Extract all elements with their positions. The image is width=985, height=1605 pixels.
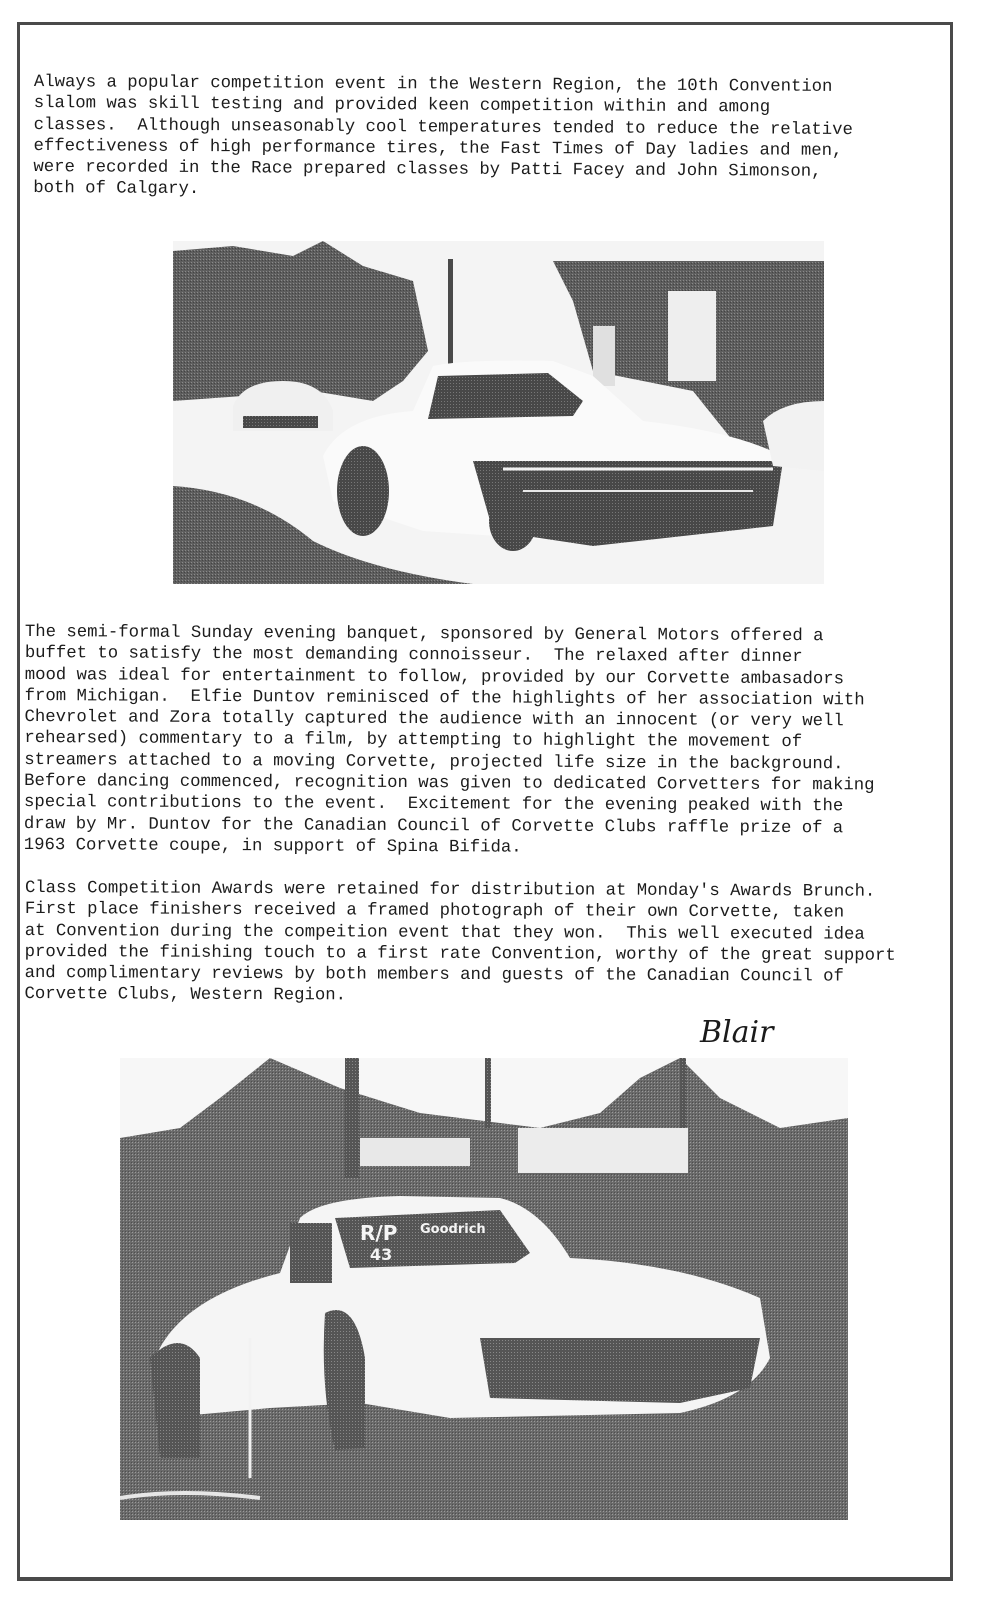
paragraph-banquet — [24, 622, 876, 861]
text-line: Chevrolet and Zora totally captured the audience with an innocent (or very well — [24, 708, 844, 732]
text-line: were recorded in the Race prepared classes by Patti Facey and John Simonson, — [33, 158, 822, 183]
text-line: buffet to satisfy the most demanding connoisseur. The relaxed after dinner — [24, 644, 803, 668]
text-line: 1963 Corvette coupe, in support of Spina Bifida. — [23, 835, 522, 858]
text-line: streamers attached to a moving Corvette, projected life size in the background. — [24, 750, 844, 775]
signature — [698, 1008, 790, 1054]
corvette-slalom-photo — [173, 241, 824, 584]
paragraph-awards — [24, 878, 896, 1010]
text-line: draw by Mr. Duntov for the Canadian Council of Corvette Clubs raffle prize of a — [23, 814, 844, 838]
text-line: from Michigan. Elfie Duntov reminisced of the highlights of her association with — [24, 686, 865, 711]
signature-text: Blair — [700, 1015, 774, 1050]
text-line: The semi-formal Sunday evening banquet, sponsored by General Motors offered a — [24, 623, 824, 647]
text-line: rehearsed) commentary to a film, by attempting to highlight the movement of — [24, 729, 803, 753]
photo-top-illustration — [173, 241, 824, 584]
text-line: Corvette Clubs, Western Region. — [24, 985, 347, 1006]
text-line: mood was ideal for entertainment to follow, provided by our Corvette ambasadors — [24, 665, 845, 689]
text-line: First place finishers received a framed photograph of their own Corvette, taken — [24, 900, 845, 923]
text-line: Always a popular competition event in the Western Region, the 10th Convention — [33, 72, 833, 97]
text-line: slalom was skill testing and provided keen competition within and among — [33, 94, 771, 118]
corvette-race-photo — [120, 1058, 848, 1520]
windshield-sponsor-text: Goodrich — [420, 1222, 486, 1237]
text-line: and complimentary reviews by both members and guests of the Canadian Council of — [24, 964, 844, 987]
photo-bottom-illustration — [120, 1058, 848, 1520]
text-line: Before dancing commenced, recognition was given to dedicated Corvetters for making — [24, 772, 875, 796]
windshield-rp-text: R/P — [360, 1221, 398, 1245]
text-line: provided the finishing touch to a first rate Convention, worthy of the great support — [24, 942, 896, 966]
text-line: special contributions to the event. Excitement for the evening peaked with the — [24, 793, 844, 817]
text-line: both of Calgary. — [33, 179, 200, 200]
paragraph-slalom — [33, 72, 853, 205]
windshield-number-text: 43 — [370, 1245, 393, 1264]
text-line: classes. Although unseasonably cool temperatures tended to reduce the relative — [33, 115, 853, 140]
text-line: Class Competition Awards were retained for distribution at Monday's Awards Brunch. — [24, 879, 876, 902]
text-line: at Convention during the compeition event that they won. This well executed idea — [24, 921, 865, 945]
text-line: effectiveness of high performance tires, the Fast Times of Day ladies and men, — [33, 136, 843, 161]
